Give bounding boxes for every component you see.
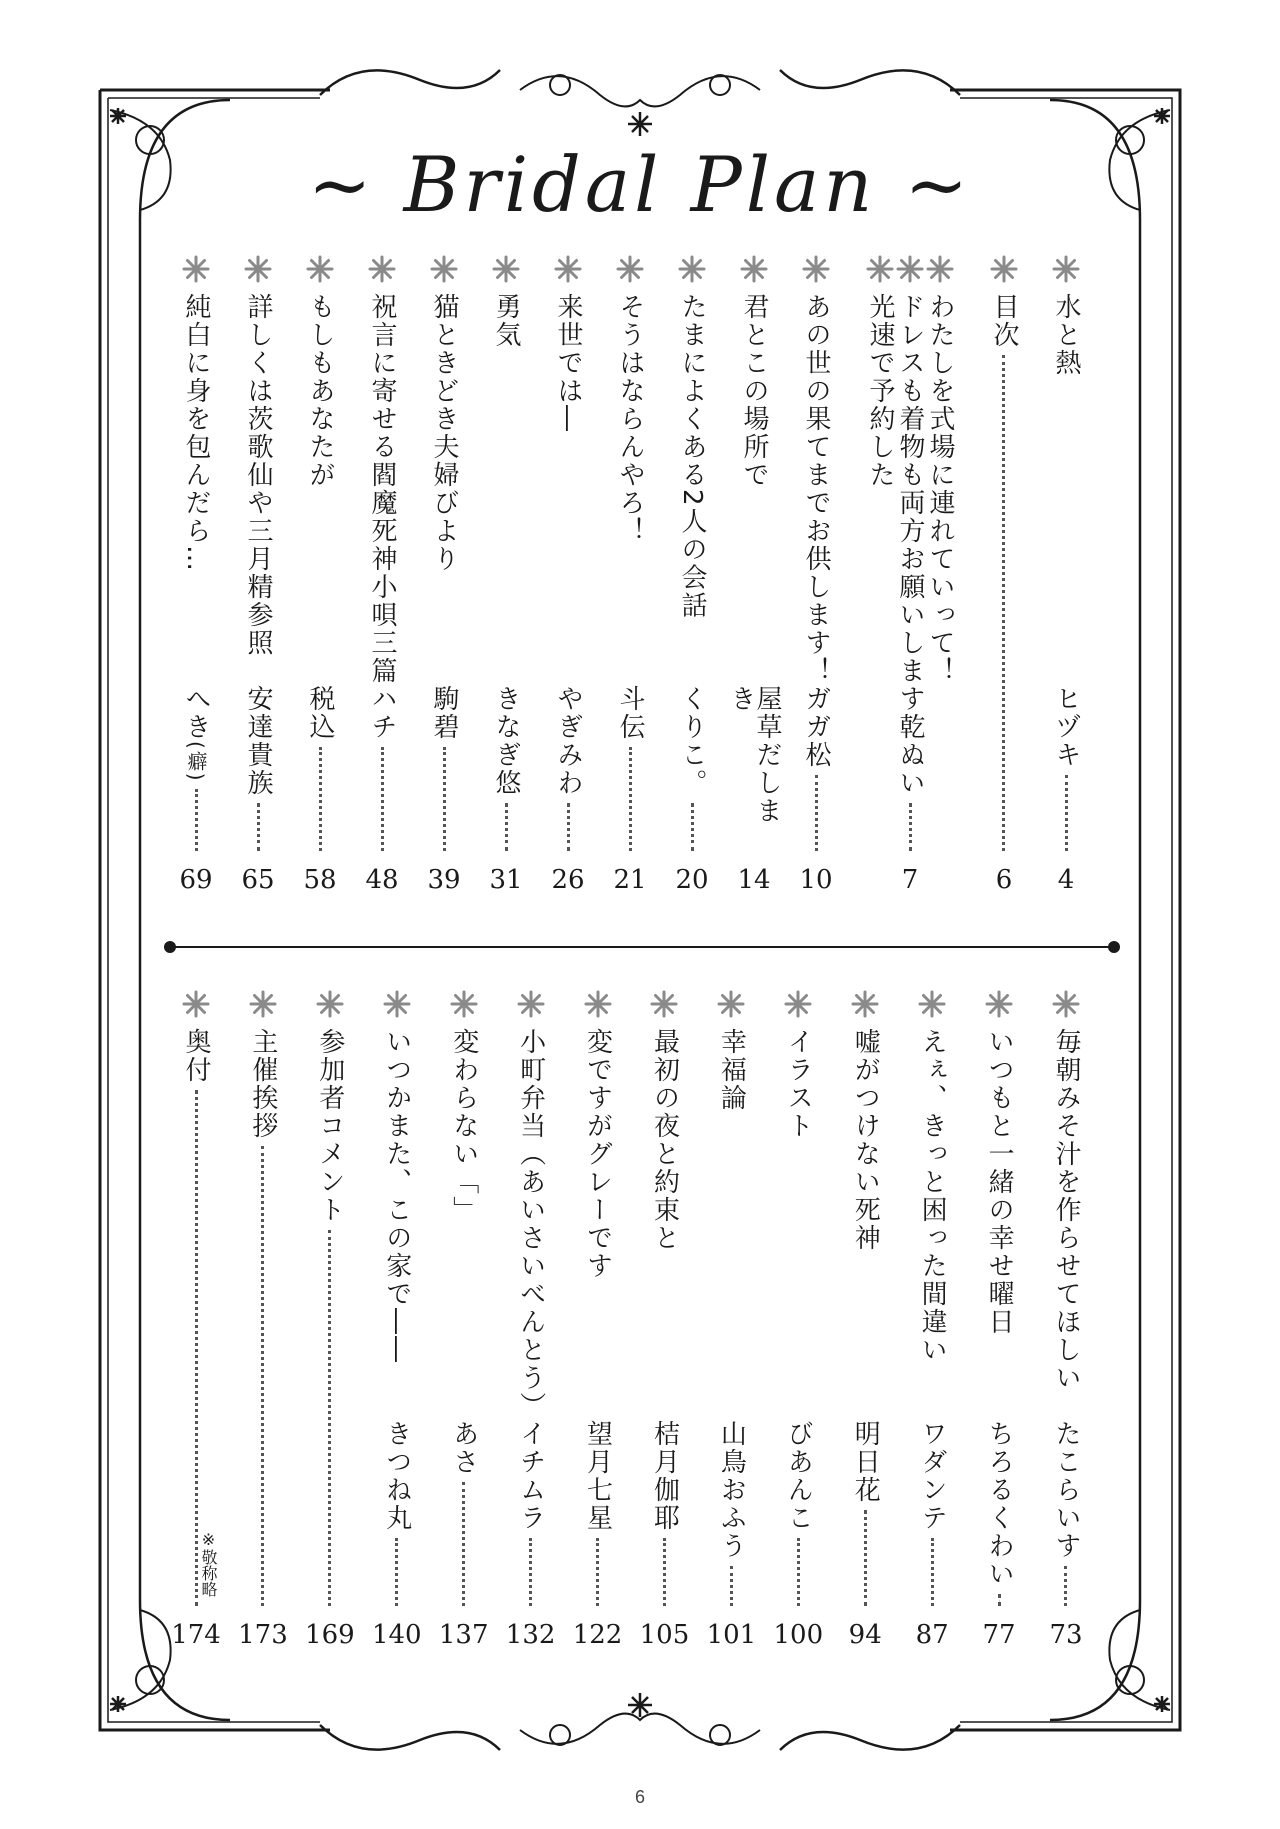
toc-entry-page: 31: [489, 865, 523, 895]
toc-entry-title: 最初の夜と約束と: [649, 1028, 680, 1252]
toc-entry: [505, 990, 556, 1650]
toc-entry-titles: [306, 255, 334, 489]
toc-leader-dots: [195, 1090, 198, 1606]
toc-leader-dots: [730, 1566, 733, 1606]
toc-leader-dots: [195, 789, 198, 851]
toc-entry-titles: [717, 990, 745, 1112]
asterisk-flower-icon: [182, 990, 210, 1018]
toc-entry-author: くりこ。: [677, 685, 707, 797]
asterisk-flower-icon: [896, 255, 924, 283]
toc-entry-author: へき: [181, 685, 211, 741]
toc-leader-dots: [381, 747, 384, 851]
toc-entry-author: ハチ: [367, 685, 397, 741]
toc-leader-dots: [1064, 1566, 1067, 1606]
toc-entry-titles: [866, 255, 954, 713]
toc-leader-dots: [909, 803, 912, 851]
toc-entry-page: 21: [613, 865, 647, 895]
toc-entry-titles: [985, 990, 1013, 1336]
toc-entry-page: 87: [915, 1620, 949, 1650]
toc-entry-titles: [678, 255, 706, 620]
toc-entry-author: ちろるくわい: [984, 1420, 1015, 1588]
toc-entry-title: 嘘がつけない死神: [850, 1028, 881, 1252]
toc-entry-page: 4: [1057, 865, 1075, 895]
asterisk-flower-icon: [450, 990, 478, 1018]
toc-entry-title: イラスト: [783, 1028, 814, 1140]
toc-entry-page: 69: [179, 865, 213, 895]
toc-entry-author: 屋草だしまき: [726, 685, 782, 825]
toc-entry-author: 山鳥おふう: [716, 1420, 747, 1560]
toc-entry-title: 詳しくは茨歌仙や三月精参照: [243, 293, 273, 657]
toc-entry-page: 14: [737, 865, 771, 895]
toc-leader-dots: [319, 747, 322, 851]
toc-entry-page: 100: [773, 1620, 824, 1650]
toc-entry-titles: [802, 255, 830, 685]
toc-entry-author: 乾ぬい: [895, 713, 925, 797]
toc-entry-titles: [554, 255, 582, 433]
toc-entry-titles: [784, 990, 812, 1140]
toc-entry-page: 7: [901, 865, 919, 895]
toc-entry-titles: [918, 990, 946, 1364]
toc-entry-title: そうはならんやろ！: [615, 293, 645, 545]
toc-entry: [424, 255, 464, 895]
page-number: 6: [634, 1787, 645, 1807]
toc-entry-titles: [851, 990, 879, 1252]
toc-entry-author: あさ: [448, 1420, 479, 1476]
toc-leader-dots: [596, 1538, 599, 1606]
toc-leader-dots: [931, 1538, 934, 1606]
toc-entry: [238, 990, 288, 1650]
toc-entry-author: 桔月伽耶: [649, 1420, 680, 1532]
asterisk-flower-icon: [784, 990, 812, 1018]
asterisk-flower-icon: [517, 990, 545, 1018]
asterisk-flower-icon: [990, 255, 1018, 283]
toc-entry-title: 参加者コメント: [314, 1028, 345, 1224]
toc-entry-author: きつね丸: [381, 1420, 412, 1532]
toc-entry-author: 税込: [305, 685, 335, 741]
asterisk-flower-icon: [244, 255, 272, 283]
toc-entry-title: えぇ、きっと困った間違い: [917, 1028, 948, 1364]
toc-entry-titles: [383, 990, 411, 1364]
toc-entry-author-note: (癖): [184, 741, 208, 783]
toc-leader-dots: [629, 747, 632, 851]
asterisk-flower-icon: [554, 255, 582, 283]
toc-entry-title: 猫ときどき夫婦びより: [429, 293, 459, 573]
toc-entry: [912, 990, 952, 1650]
toc-entry-title: 奥付: [181, 1028, 211, 1084]
toc-entry-titles: [450, 990, 478, 1224]
toc-top: [176, 255, 1086, 895]
asterisk-flower-icon: [740, 255, 768, 283]
toc-leader-dots: [815, 775, 818, 851]
toc-entry-author: やぎみわ: [553, 685, 583, 797]
asterisk-flower-icon: [306, 255, 334, 283]
toc-entry: [438, 990, 489, 1650]
toc-leader-dots: [395, 1538, 398, 1606]
toc-entry-title: いつもと一緒の幸せ曜日: [984, 1028, 1015, 1336]
divider-dot-left: [164, 941, 176, 953]
toc-leader-dots: [261, 1146, 264, 1606]
toc-leader-dots: [864, 1510, 867, 1606]
toc-entry-page: 169: [305, 1620, 355, 1650]
toc-leader-dots: [257, 803, 260, 851]
toc-entry-page: 48: [365, 865, 399, 895]
toc-entry-titles: [430, 255, 458, 573]
toc-entry: [486, 255, 526, 895]
toc-entry-titles: [492, 255, 520, 349]
toc-entry: [726, 255, 782, 895]
toc-entry-page: 73: [1049, 1620, 1083, 1650]
toc-entry-author: ワダンテ: [917, 1420, 948, 1532]
asterisk-flower-icon: [985, 990, 1013, 1018]
toc-entry-title: 変ですがグレーです: [582, 1028, 613, 1280]
toc-entry: [706, 990, 757, 1650]
toc-entry-title: 祝言に寄せる閻魔死神小唄三篇: [367, 293, 397, 685]
asterisk-flower-icon: [1052, 255, 1080, 283]
toc-entry: [362, 255, 402, 895]
divider-dot-right: [1108, 941, 1120, 953]
toc-entry-page: 6: [995, 865, 1013, 895]
toc-entry: [979, 990, 1019, 1650]
toc-entry-titles: [368, 255, 396, 685]
toc-entry: [305, 990, 355, 1650]
toc-bottom: [171, 990, 1086, 1650]
toc-entry-titles: [182, 255, 210, 573]
toc-entry: [1046, 255, 1086, 895]
toc-entry-titles: [584, 990, 612, 1280]
asterisk-flower-icon: [249, 990, 277, 1018]
toc-entry-author: ヒヅキ: [1051, 685, 1081, 769]
toc-entry-title: 純白に身を包んだら…: [181, 293, 211, 573]
toc-entry-titles: [517, 990, 545, 1420]
toc-entry-author: びあんこ: [783, 1420, 814, 1532]
toc-entry-page: 26: [551, 865, 585, 895]
toc-entry-title: 目次: [989, 293, 1019, 349]
toc-entry-title: いつかまた、この家で――: [381, 1028, 412, 1364]
toc-entry-page: 137: [438, 1620, 489, 1650]
toc-leader-dots: [443, 747, 446, 851]
asterisk-flower-icon: [182, 255, 210, 283]
toc-entry-author: きなぎ悠: [491, 685, 521, 797]
toc-entry: [845, 990, 885, 1650]
toc-entry: [672, 255, 712, 895]
toc-entry-page: 140: [371, 1620, 422, 1650]
honorifics-note: ※敬称略: [199, 1530, 218, 1597]
toc-entry-titles: [249, 990, 277, 1140]
toc-entry-author: たこらいす: [1050, 1420, 1081, 1560]
toc-entry-page: 94: [848, 1620, 882, 1650]
toc-leader-dots: [663, 1538, 666, 1606]
toc-entry: [572, 990, 623, 1650]
asterisk-flower-icon: [802, 255, 830, 283]
toc-entry: [773, 990, 824, 1650]
toc-entry: [238, 255, 278, 895]
asterisk-flower-icon: [717, 990, 745, 1018]
toc-entry-title: たまによくある2人の会話: [677, 293, 707, 620]
toc-entry-title: 主催挨拶: [247, 1028, 278, 1140]
toc-entry: [548, 255, 588, 895]
toc-entry-author: 斗伝: [615, 685, 645, 741]
toc-entry-title: あの世の果てまでお供します！: [801, 293, 831, 685]
toc-entry-titles: [244, 255, 272, 657]
toc-entry-title: 勇気: [491, 293, 521, 349]
toc-entry-title: ドレスも着物も両方お願いします: [895, 293, 925, 713]
toc-entry-page: 173: [238, 1620, 288, 1650]
asterisk-flower-icon: [851, 990, 879, 1018]
toc-entry-page: 77: [982, 1620, 1016, 1650]
toc-entry-title: 幸福論: [716, 1028, 747, 1112]
toc-entry-page: 10: [799, 865, 833, 895]
toc-entry-title: 変わらない「」: [448, 1028, 479, 1224]
asterisk-flower-icon: [866, 255, 894, 283]
toc-entry-titles: [182, 990, 210, 1084]
toc-entry: [1046, 990, 1086, 1650]
toc-entry: [371, 990, 422, 1650]
asterisk-flower-icon: [650, 990, 678, 1018]
toc-entry-page: 132: [505, 1620, 556, 1650]
asterisk-flower-icon: [918, 990, 946, 1018]
toc-entry-author: 駒碧: [429, 685, 459, 741]
asterisk-flower-icon: [616, 255, 644, 283]
toc-entry-page: 65: [241, 865, 275, 895]
toc-entry-titles: [1052, 255, 1080, 377]
toc-entry: [176, 255, 216, 895]
asterisk-flower-icon: [1052, 990, 1080, 1018]
toc-entry-page: 39: [427, 865, 461, 895]
asterisk-flower-icon: [678, 255, 706, 283]
toc-entry-author: 望月七星: [582, 1420, 613, 1532]
toc-entry-title: 光速で予約した: [865, 293, 895, 489]
asterisk-flower-icon: [492, 255, 520, 283]
asterisk-flower-icon: [368, 255, 396, 283]
asterisk-flower-icon: [383, 990, 411, 1018]
toc-leader-dots: [797, 1538, 800, 1606]
toc-entry-title: 水と熱: [1051, 293, 1081, 377]
toc-entry-titles: [1052, 990, 1080, 1392]
toc-leader-dots: [691, 803, 694, 851]
toc-entry-title: 毎朝みそ汁を作らせてほしい: [1050, 1028, 1081, 1392]
toc-entry-page: 101: [706, 1620, 757, 1650]
toc-entry-titles: [316, 990, 344, 1224]
toc-entry-page: 105: [639, 1620, 690, 1650]
toc-entry-title: 来世では―: [553, 293, 583, 433]
toc-entry-title: わたしを式場に連れていって！: [925, 293, 955, 685]
toc-entry-titles: [990, 255, 1018, 349]
toc-entry-titles: [650, 990, 678, 1252]
toc-entry-page: 58: [303, 865, 337, 895]
toc-entry: [300, 255, 340, 895]
section-divider: [170, 946, 1115, 948]
page-title: ~ Bridal Plan ~: [307, 140, 973, 229]
toc-entry: [610, 255, 650, 895]
toc-entry: [796, 255, 836, 895]
toc-entry: [858, 255, 962, 895]
asterisk-flower-icon: [430, 255, 458, 283]
toc-entry-title: もしもあなたが: [305, 293, 335, 489]
toc-leader-dots: [529, 1538, 532, 1606]
asterisk-flower-icon: [584, 990, 612, 1018]
toc-entry-titles: [616, 255, 644, 545]
toc-leader-dots: [1065, 775, 1068, 851]
toc-leader-dots: [1002, 355, 1005, 851]
toc-entry-author: 安達貴族: [243, 685, 273, 797]
toc-entry: [984, 255, 1024, 895]
toc-entry-title: 君とこの場所で: [739, 293, 769, 489]
toc-entry-page: 174: [171, 1620, 221, 1650]
toc-entry-page: 20: [675, 865, 709, 895]
toc-entry-title: 小町弁当（あいさいべんとう）: [515, 1028, 546, 1420]
toc-entry-author: ガガ松: [801, 685, 831, 769]
toc-leader-dots: [567, 803, 570, 851]
toc-leader-dots: [328, 1230, 331, 1606]
asterisk-flower-icon: [926, 255, 954, 283]
toc-entry-titles: [740, 255, 768, 489]
toc-leader-dots: [505, 803, 508, 851]
toc-leader-dots: [998, 1594, 1001, 1606]
toc-entry: [639, 990, 690, 1650]
toc-entry-author: 明日花: [850, 1420, 881, 1504]
toc-leader-dots: [462, 1482, 465, 1606]
asterisk-flower-icon: [316, 990, 344, 1018]
toc-entry-author: イチムラ: [515, 1420, 546, 1532]
toc-entry-page: 122: [572, 1620, 623, 1650]
